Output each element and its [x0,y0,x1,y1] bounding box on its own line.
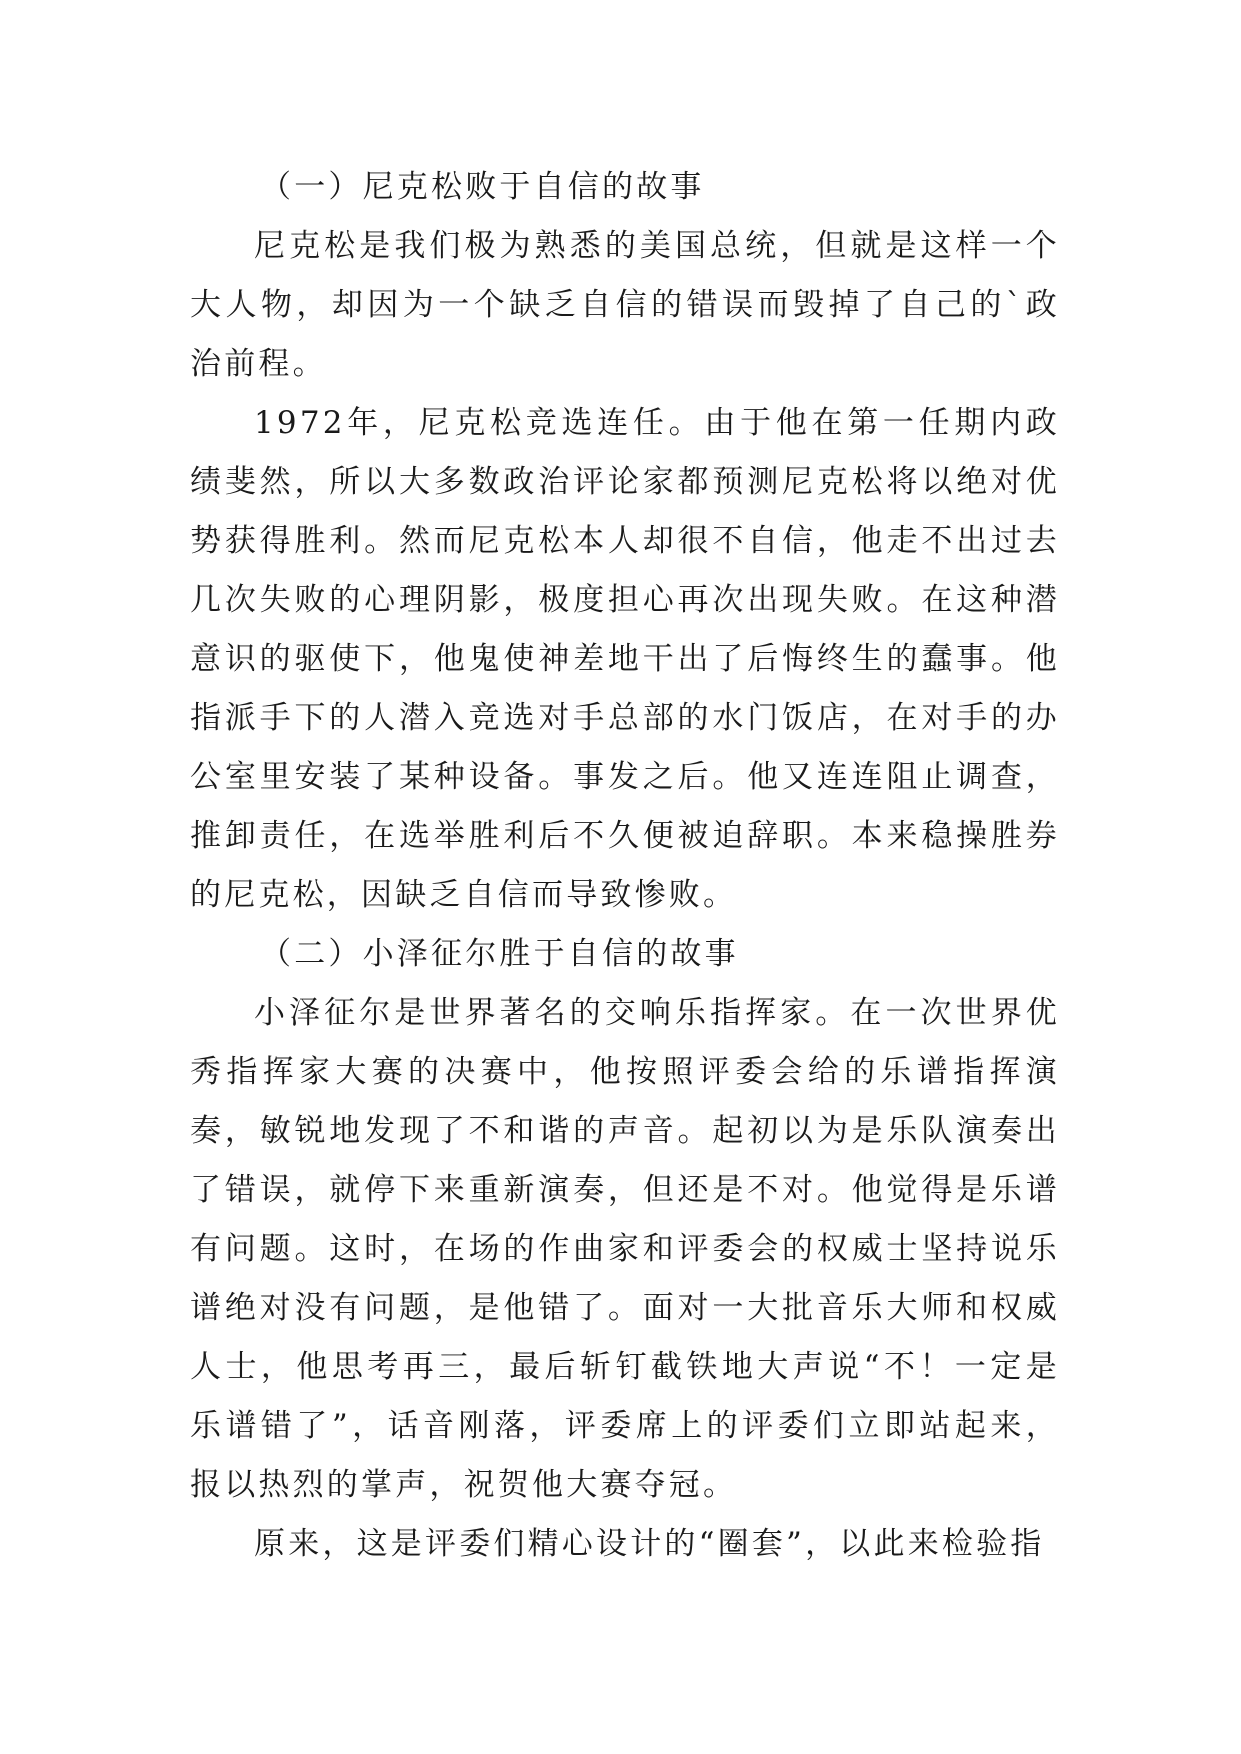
paragraph-nixon-1972: 1972年，尼克松竞选连任。由于他在第一任期内政绩斐然，所以大多数政治评论家都预测尼克松将以绝对优势获得胜利。然而尼克松本人却很不自信，他走不出过去几次失败的心理阴影，极度担心再次出现失败。在这种潜意识的驱使下，他鬼使神差地干出了后悔终生的蠢事。他指派手下的人潜入竞选对手总部的水门饭店，在对手的办公室里安装了某种设备。事发之后。他又连连阻止调查，推卸责任，在选举胜利后不久便被迫辞职。本来稳操胜券的尼克松，因缺乏自信而导致惨败。 [190,405,1060,913]
document-page [190,158,1060,1574]
section-heading-1: （一）尼克松败于自信的故事 [260,169,705,205]
paragraph-nixon-intro: 尼克松是我们极为熟悉的美国总统，但就是这样一个大人物，却因为一个缺乏自信的错误而毁掉了自己的`政治前程。 [190,228,1060,382]
paragraph-ozawa-trap: 原来，这是评委们精心设计的“圈套”，以此来检验指 [254,1526,1045,1562]
paragraph-ozawa-story: 小泽征尔是世界著名的交响乐指挥家。在一次世界优秀指挥家大赛的决赛中，他按照评委会给的乐谱指挥演奏，敏锐地发现了不和谐的声音。起初以为是乐队演奏出了错误，就停下来重新演奏，但还是不对。他觉得是乐谱有问题。这时，在场的作曲家和评委会的权威士坚持说乐谱绝对没有问题，是他错了。面对一大批音乐大师和权威人士，他思考再三，最后斩钉截铁地大声说“不！一定是乐谱错了”，话音刚落，评委席上的评委们立即站起来，报以热烈的掌声，祝贺他大赛夺冠。 [190,995,1060,1503]
section-heading-2: （二）小泽征尔胜于自信的故事 [260,936,739,972]
